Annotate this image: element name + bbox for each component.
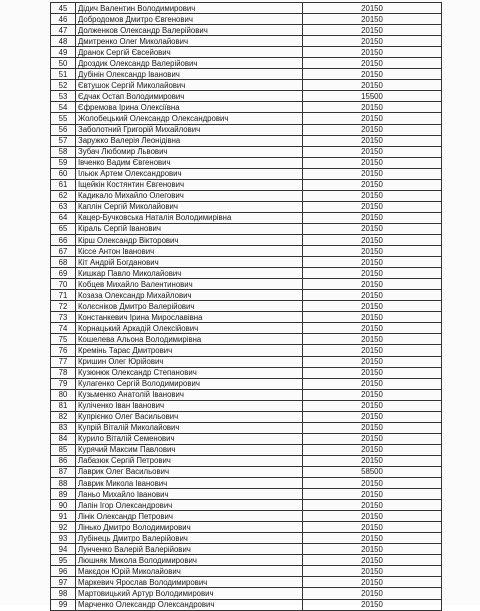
table-row — [51, 146, 442, 157]
table-row — [51, 422, 442, 433]
person-name-cell: Кіт Андрій Богданович — [76, 257, 303, 268]
row-number-cell: 77 — [51, 356, 76, 367]
amount-cell: 20150 — [303, 334, 442, 345]
person-name-cell: Кишкар Павло Миколайович — [76, 268, 303, 279]
amount-cell: 20150 — [303, 157, 442, 168]
person-name-cell: Долженков Олександр Валерійович — [76, 25, 303, 36]
person-name-cell: Кремінь Тарас Дмитрович — [76, 345, 303, 356]
row-number-cell: 75 — [51, 334, 76, 345]
person-name-cell: Кулагенко Сергій Володимирович — [76, 378, 303, 389]
row-number-cell: 74 — [51, 323, 76, 334]
amount-cell: 20150 — [303, 179, 442, 190]
amount-cell: 20150 — [303, 201, 442, 212]
person-name-cell: Заболотний Григорій Михайлович — [76, 124, 303, 135]
person-name-cell: Корнацький Аркадій Олексійович — [76, 323, 303, 334]
row-number-cell: 78 — [51, 367, 76, 378]
amount-cell: 20150 — [303, 533, 442, 544]
person-name-cell: Колєсніков Дмитро Валерійович — [76, 301, 303, 312]
person-name-cell: Дроздик Олександр Валерійович — [76, 58, 303, 69]
row-number-cell: 54 — [51, 102, 76, 113]
amount-cell: 20150 — [303, 444, 442, 455]
amount-cell: 20150 — [303, 268, 442, 279]
row-number-cell: 47 — [51, 25, 76, 36]
row-number-cell: 95 — [51, 555, 76, 566]
row-number-cell: 88 — [51, 478, 76, 489]
table-row — [51, 69, 442, 80]
table-row — [51, 91, 442, 102]
person-name-cell: Маркевич Ярослав Володимирович — [76, 577, 303, 588]
amount-cell: 20150 — [303, 588, 442, 599]
person-name-cell: Люшняк Микола Володимирович — [76, 555, 303, 566]
row-number-cell: 70 — [51, 279, 76, 290]
row-number-cell: 60 — [51, 168, 76, 179]
row-number-cell: 68 — [51, 257, 76, 268]
row-number-cell: 46 — [51, 14, 76, 25]
row-number-cell: 92 — [51, 522, 76, 533]
table-row — [51, 179, 442, 190]
amount-cell: 20150 — [303, 146, 442, 157]
person-name-cell: Курило Віталій Семенович — [76, 433, 303, 444]
person-name-cell: Дмитренко Олег Миколайович — [76, 36, 303, 47]
table-row — [51, 356, 442, 367]
table-row — [51, 223, 442, 234]
table-row — [51, 257, 442, 268]
row-number-cell: 90 — [51, 500, 76, 511]
table-row — [51, 124, 442, 135]
person-name-cell: Єфремова Ірина Олексіївна — [76, 102, 303, 113]
row-number-cell: 50 — [51, 58, 76, 69]
row-number-cell: 58 — [51, 146, 76, 157]
amount-cell: 20150 — [303, 389, 442, 400]
amount-cell: 20150 — [303, 290, 442, 301]
row-number-cell: 73 — [51, 312, 76, 323]
amount-cell: 20150 — [303, 80, 442, 91]
row-number-cell: 79 — [51, 378, 76, 389]
amount-cell: 20150 — [303, 102, 442, 113]
person-name-cell: Кузьменко Анатолій Іванович — [76, 389, 303, 400]
row-number-cell: 85 — [51, 444, 76, 455]
row-number-cell: 67 — [51, 246, 76, 257]
table-row — [51, 533, 442, 544]
amount-cell: 20150 — [303, 577, 442, 588]
row-number-cell: 80 — [51, 389, 76, 400]
table-row — [51, 190, 442, 201]
table-row — [51, 588, 442, 599]
table-row — [51, 489, 442, 500]
person-name-cell: Кошелева Альона Володимирівна — [76, 334, 303, 345]
amount-cell: 20150 — [303, 312, 442, 323]
person-name-cell: Євтушок Сергій Миколайович — [76, 80, 303, 91]
amount-cell: 20150 — [303, 234, 442, 245]
row-number-cell: 57 — [51, 135, 76, 146]
amount-cell: 20150 — [303, 135, 442, 146]
amount-cell: 20150 — [303, 367, 442, 378]
amount-cell: 20150 — [303, 478, 442, 489]
amount-cell: 20150 — [303, 246, 442, 257]
deputies-payment-table — [50, 2, 442, 611]
table-row — [51, 400, 442, 411]
table-row — [51, 58, 442, 69]
row-number-cell: 56 — [51, 124, 76, 135]
person-name-cell: Лінік Олександр Петрович — [76, 511, 303, 522]
person-name-cell: Кіраль Сергій Іванович — [76, 223, 303, 234]
person-name-cell: Лабазюк Сергій Петрович — [76, 455, 303, 466]
row-number-cell: 59 — [51, 157, 76, 168]
person-name-cell: Макєдон Юрій Миколайович — [76, 566, 303, 577]
person-name-cell: Куліченко Іван Іванович — [76, 400, 303, 411]
row-number-cell: 99 — [51, 599, 76, 610]
person-name-cell: Лаврик Олег Васильович — [76, 466, 303, 477]
amount-cell: 20150 — [303, 356, 442, 367]
amount-cell: 20150 — [303, 14, 442, 25]
amount-cell: 20150 — [303, 511, 442, 522]
amount-cell: 20150 — [303, 400, 442, 411]
person-name-cell: Лубінець Дмитро Валерійович — [76, 533, 303, 544]
table-row — [51, 466, 442, 477]
person-name-cell: Лаврик Микола Іванович — [76, 478, 303, 489]
table-row — [51, 544, 442, 555]
amount-cell: 20150 — [303, 257, 442, 268]
person-name-cell: Єдчак Остап Володимирович — [76, 91, 303, 102]
amount-cell: 20150 — [303, 544, 442, 555]
person-name-cell: Зубач Любомир Львович — [76, 146, 303, 157]
row-number-cell: 63 — [51, 201, 76, 212]
row-number-cell: 98 — [51, 588, 76, 599]
row-number-cell: 71 — [51, 290, 76, 301]
amount-cell: 20150 — [303, 378, 442, 389]
table-row — [51, 522, 442, 533]
row-number-cell: 86 — [51, 455, 76, 466]
amount-cell: 20150 — [303, 69, 442, 80]
person-name-cell: Іщейкін Костянтин Євгенович — [76, 179, 303, 190]
row-number-cell: 84 — [51, 433, 76, 444]
row-number-cell: 55 — [51, 113, 76, 124]
table-row — [51, 577, 442, 588]
person-name-cell: Кобцев Михайло Валентинович — [76, 279, 303, 290]
row-number-cell: 89 — [51, 489, 76, 500]
row-number-cell: 94 — [51, 544, 76, 555]
table-row — [51, 389, 442, 400]
row-number-cell: 82 — [51, 411, 76, 422]
row-number-cell: 76 — [51, 345, 76, 356]
row-number-cell: 93 — [51, 533, 76, 544]
table-row — [51, 113, 442, 124]
row-number-cell: 62 — [51, 190, 76, 201]
table-row — [51, 290, 442, 301]
table-row — [51, 3, 442, 14]
table-row — [51, 14, 442, 25]
table-row — [51, 268, 442, 279]
person-name-cell: Козаза Олександр Михайлович — [76, 290, 303, 301]
table-row — [51, 301, 442, 312]
person-name-cell: Лунченко Валерій Валерійович — [76, 544, 303, 555]
table-row — [51, 345, 442, 356]
table-row — [51, 566, 442, 577]
table-row — [51, 168, 442, 179]
amount-cell: 58500 — [303, 466, 442, 477]
row-number-cell: 72 — [51, 301, 76, 312]
person-name-cell: Кадикало Михайло Олегович — [76, 190, 303, 201]
amount-cell: 20150 — [303, 455, 442, 466]
person-name-cell: Дідич Валентин Володимирович — [76, 3, 303, 14]
table-row — [51, 511, 442, 522]
row-number-cell: 83 — [51, 422, 76, 433]
table-row — [51, 25, 442, 36]
amount-cell: 20150 — [303, 422, 442, 433]
person-name-cell: Каплін Сергій Миколайович — [76, 201, 303, 212]
amount-cell: 20150 — [303, 212, 442, 223]
amount-cell: 20150 — [303, 433, 442, 444]
person-name-cell: Кірш Олександр Вікторович — [76, 234, 303, 245]
table-row — [51, 135, 442, 146]
table-row — [51, 80, 442, 91]
table-row — [51, 433, 442, 444]
amount-cell: 20150 — [303, 555, 442, 566]
table-row — [51, 367, 442, 378]
row-number-cell: 97 — [51, 577, 76, 588]
table-row — [51, 323, 442, 334]
person-name-cell: Кацер-Бучковська Наталія Володимирівна — [76, 212, 303, 223]
amount-cell: 20150 — [303, 279, 442, 290]
row-number-cell: 48 — [51, 36, 76, 47]
amount-cell: 20150 — [303, 345, 442, 356]
amount-cell: 20150 — [303, 25, 442, 36]
row-number-cell: 66 — [51, 234, 76, 245]
amount-cell: 20150 — [303, 36, 442, 47]
person-name-cell: Лінько Дмитро Володимирович — [76, 522, 303, 533]
amount-cell: 20150 — [303, 47, 442, 58]
amount-cell: 20150 — [303, 411, 442, 422]
table-row — [51, 212, 442, 223]
row-number-cell: 69 — [51, 268, 76, 279]
table-row — [51, 500, 442, 511]
table-row — [51, 102, 442, 113]
person-name-cell: Ільюк Артем Олександрович — [76, 168, 303, 179]
table-row — [51, 47, 442, 58]
person-name-cell: Лапін Ігор Олександрович — [76, 500, 303, 511]
table-row — [51, 246, 442, 257]
row-number-cell: 81 — [51, 400, 76, 411]
person-name-cell: Дубінін Олександр Іванович — [76, 69, 303, 80]
row-number-cell: 52 — [51, 80, 76, 91]
person-name-cell: Курячий Максим Павлович — [76, 444, 303, 455]
amount-cell: 20150 — [303, 124, 442, 135]
amount-cell: 20150 — [303, 489, 442, 500]
amount-cell: 20150 — [303, 223, 442, 234]
person-name-cell: Кришин Олег Юрійович — [76, 356, 303, 367]
table-row — [51, 444, 442, 455]
person-name-cell: Констанкевич Ірина Мирославівна — [76, 312, 303, 323]
amount-cell: 20150 — [303, 113, 442, 124]
table-row — [51, 378, 442, 389]
amount-cell: 20150 — [303, 500, 442, 511]
row-number-cell: 96 — [51, 566, 76, 577]
row-number-cell: 53 — [51, 91, 76, 102]
table-row — [51, 478, 442, 489]
person-name-cell: Добродомов Дмитро Євгенович — [76, 14, 303, 25]
row-number-cell: 51 — [51, 69, 76, 80]
table-row — [51, 157, 442, 168]
amount-cell: 20150 — [303, 190, 442, 201]
amount-cell: 20150 — [303, 3, 442, 14]
row-number-cell: 45 — [51, 3, 76, 14]
table-row — [51, 411, 442, 422]
person-name-cell: Марченко Олександр Олександрович — [76, 599, 303, 610]
person-name-cell: Кіссе Антон Іванович — [76, 246, 303, 257]
amount-cell: 20150 — [303, 323, 442, 334]
person-name-cell: Івченко Вадим Євгенович — [76, 157, 303, 168]
table-row — [51, 334, 442, 345]
person-name-cell: Купрієнко Олег Васильович — [76, 411, 303, 422]
person-name-cell: Ланьо Михайло Іванович — [76, 489, 303, 500]
table-row — [51, 312, 442, 323]
person-name-cell: Жолобецький Олександр Олександрович — [76, 113, 303, 124]
amount-cell: 20150 — [303, 168, 442, 179]
person-name-cell: Заружко Валерія Леонідівна — [76, 135, 303, 146]
person-name-cell: Дранок Сергій Євсейович — [76, 47, 303, 58]
table-body — [51, 3, 442, 611]
row-number-cell: 91 — [51, 511, 76, 522]
row-number-cell: 49 — [51, 47, 76, 58]
table-row — [51, 234, 442, 245]
amount-cell: 20150 — [303, 58, 442, 69]
table-row — [51, 201, 442, 212]
amount-cell: 20150 — [303, 566, 442, 577]
amount-cell: 20150 — [303, 599, 442, 610]
amount-cell: 20150 — [303, 522, 442, 533]
table-row — [51, 555, 442, 566]
row-number-cell: 87 — [51, 466, 76, 477]
table-row — [51, 279, 442, 290]
table-row — [51, 455, 442, 466]
person-name-cell: Мартовицький Артур Володимирович — [76, 588, 303, 599]
table-row — [51, 36, 442, 47]
person-name-cell: Кузюнюк Олександр Степанович — [76, 367, 303, 378]
amount-cell: 15500 — [303, 91, 442, 102]
person-name-cell: Купрій Віталій Миколайович — [76, 422, 303, 433]
row-number-cell: 61 — [51, 179, 76, 190]
row-number-cell: 65 — [51, 223, 76, 234]
amount-cell: 20150 — [303, 301, 442, 312]
row-number-cell: 64 — [51, 212, 76, 223]
